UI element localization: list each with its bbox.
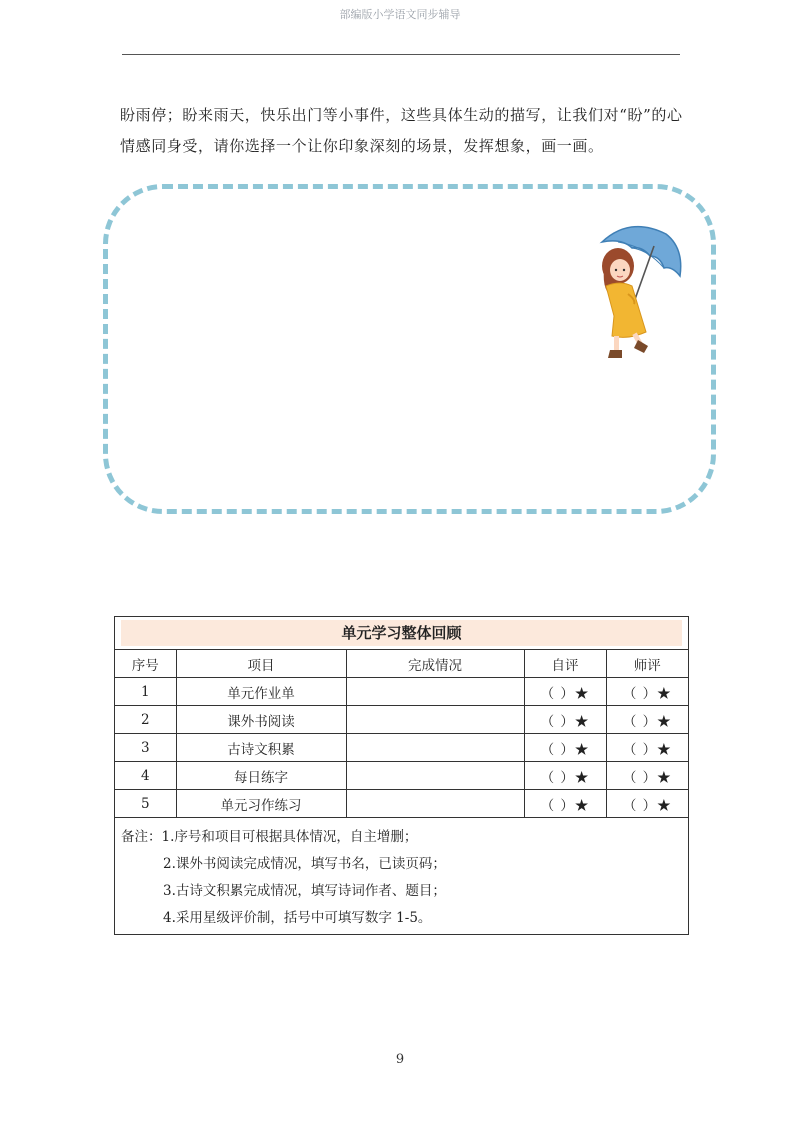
row-item: 单元习作练习 [176,790,346,818]
row-item: 单元作业单 [176,678,346,706]
row-number: 2 [115,706,176,734]
note-line: 2.课外书阅读完成情况，填写书名，已读页码； [163,856,446,872]
header-divider [122,54,680,55]
row-status-cell[interactable] [346,706,524,734]
row-item: 课外书阅读 [176,706,346,734]
row-number: 3 [115,734,176,762]
table-row [115,790,688,818]
self-rating[interactable]: （ ）★ [524,734,606,762]
teacher-rating[interactable]: （ ）★ [606,734,688,762]
intro-paragraph: 盼雨停；盼来雨天，快乐出门等小事件，这些具体生动的描写，让我们对“盼”的心情感同身受，请你选择一个让你印象深刻的场景，发挥想象，画一画。 [120,106,683,155]
unit-review-table [114,616,689,935]
row-status-cell[interactable] [346,734,524,762]
col-header-item: 项目 [176,650,346,678]
row-status-cell[interactable] [346,790,524,818]
self-rating[interactable]: （ ）★ [524,706,606,734]
row-item: 每日练字 [176,762,346,790]
face [610,259,630,281]
raincoat [606,283,646,337]
table-row [115,706,688,734]
teacher-rating[interactable]: （ ）★ [606,790,688,818]
table-row [115,678,688,706]
col-header-no: 序号 [115,650,176,678]
row-number: 4 [115,762,176,790]
page-number: 9 [395,1052,405,1067]
table-row [115,762,688,790]
row-number: 1 [115,678,176,706]
row-status-cell[interactable] [346,762,524,790]
self-rating[interactable]: （ ）★ [524,762,606,790]
note-line: 3.古诗文积累完成情况，填写诗词作者、题目； [163,883,446,899]
self-rating[interactable]: （ ）★ [524,790,606,818]
col-header-teacher: 师评 [606,650,688,678]
table-header-row [115,650,688,678]
row-status-cell[interactable] [346,678,524,706]
teacher-rating[interactable]: （ ）★ [606,706,688,734]
note-line: 4.采用星级评价制，括号中可填写数字 1-5。 [163,910,432,926]
note-line: 备注：1.序号和项目可根据具体情况，自主增删； [121,829,418,845]
teacher-rating[interactable]: （ ）★ [606,762,688,790]
self-rating[interactable]: （ ）★ [524,678,606,706]
notes-section [115,817,688,934]
review-title: 单元学习整体回顾 [121,620,682,646]
col-header-self: 自评 [524,650,606,678]
col-header-status: 完成情况 [346,650,524,678]
row-item: 古诗文积累 [176,734,346,762]
review-grid [115,649,688,817]
teacher-rating[interactable]: （ ）★ [606,678,688,706]
girl-with-umbrella-illustration [592,220,688,370]
row-number: 5 [115,790,176,818]
page-header: 部编版小学语文同步辅导 [339,8,461,21]
table-row [115,734,688,762]
